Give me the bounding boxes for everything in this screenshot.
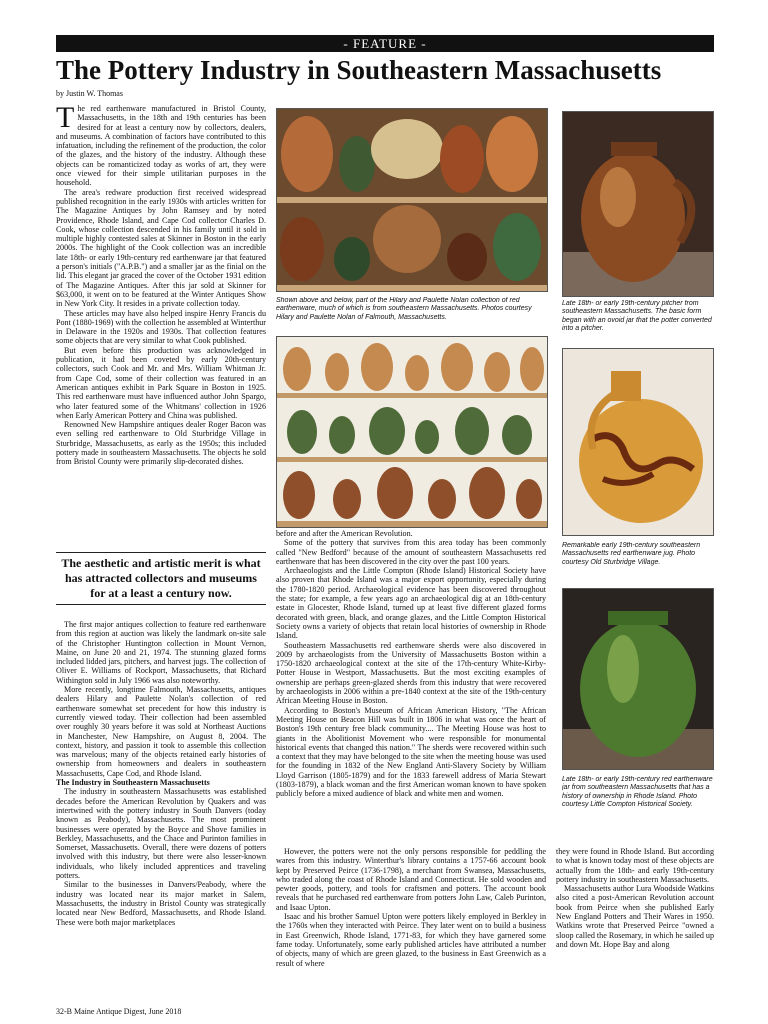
article-title: The Pottery Industry in Southeastern Massachusetts <box>56 55 662 85</box>
drop-cap: T <box>56 104 75 134</box>
photo-green-jar <box>562 588 714 770</box>
byline: by Justin W. Thomas <box>56 89 123 98</box>
paragraph: According to Boston's Museum of African American History, "The African Meeting House on Beacon Hill was built in 1806 in what was once the heart of Boston's 19th century free black community.... The Meeting House was host to giants in the Abolitionist Movement who were responsible for monumental historical events that changed this nation." The sherds were recovered within such a context that they may have belonged to the site when the meeting house was used for the founding in 1832 of the New England Anti-Slavery Society by William Lloyd Garrison (1805-1879) and for the 1833 farewell address of Maria Stewart (1803-1879), a black woman and the first American woman known to have spoken publicly before a mixed audience of black and white men and women. <box>276 705 546 799</box>
paragraph: These articles may have also helped inspire Henry Francis du Pont (1880-1969) with the collection he assembled at Winterthur in Delaware in the 1920s and 1930s. That collection features some objects that are very similar to what Cook published. <box>56 308 266 346</box>
paragraph: before and after the American Revolution. <box>276 529 413 538</box>
paragraph: he red earthenware manufactured in Bristol County, Massachusetts, in the 18th and 19th centuries has been desired for at least a century now by collectors, dealers, and museums. A combination of factors have contributed to this infatuation, including the refinement of the production, the color of the glazes, and the history of the industry. Although these objects can be romanticized today as works of art, they were once viewed for their simple utilitarian purposes in the household. <box>56 104 266 188</box>
paragraph: But even before this production was acknowledged in publication, it had been coveted by early 20th-century collectors, such Cook and Mr. and Mrs. William Whitman Jr. from Cape Cod, some of their collection was featured in an American antiques exhibit in Park Square in Boston in 1925. This red earthenware must have influenced author John Spargo, who later featured some of the Whitmans' collection in 1926 when Early American Pottery and China was published. <box>56 345 266 420</box>
paragraph: The area's redware production first received widespread published recognition in the early 1930s with articles written for The Magazine Antiques by John Ramsey and by noted Providence, Rhode Island, and Cape Cod collector Charles D. Cook, whose collection descended in his family until it sold in multiple highly contested sales at Skinner in Boston in the early 2000s. The highlight of the Cook collection was an incredible late 18th- or early 19th-century red earthenware jar that featured a person's initials ("A.P.B.") and a smaller jar as the finial on the lid. This elegant jar graced the cover of the October 1931 edition of The Magazine Antiques. After this jar sold at Skinner for $63,000, it went on to be featured at the Winter Antiques Show in New York City. It resides in a private collection today. <box>56 187 266 309</box>
caption-pitcher: Late 18th- or early 19th-century pitcher from southeastern Massachusetts. The basic form began with an ovoid jar that the potter converted into a pitcher. <box>562 300 712 333</box>
paragraph: Massachusetts author Lura Woodside Watkins also cited a post-American Revolution account book from Peirce when she published Early New England Potters and Their Wares in 1950. Watkins wrote that Preserved Peirce "owned a sloop called the Rosemary, in which he sailed up and down Mt. Hope Bay and along <box>556 884 714 949</box>
paragraph: The industry in southeastern Massachusetts was established decades before the American Revolution by Quakers and was intertwined with the pottery industry in South Danvers (today known as Peabody), Massachusetts. The most prominent businesses were operated by the Boyce and Shove families in Berkley, Massachusetts, and the Chace and Purinton families in Somerset, Massachusetts. Overall, there were dozens of potters involved with this industry, but there were also lesser-known individuals, who likely included apprentices and traveling potters. <box>56 787 266 881</box>
caption-jug: Remarkable early 19th-century southeastern Massachusetts red earthenware jug. Photo courtesy Old Sturbridge Village. <box>562 542 701 566</box>
paragraph: Similar to the businesses in Danvers/Peabody, where the industry was located near its major market in Salem, Massachusetts, the industry in Bristol County was strategically located near New Bedford, Massachusetts, and Rhode Island. These were both major marketplaces <box>56 880 266 927</box>
caption-shelves: Shown above and below, part of the Hilary and Paulette Nolan collection of red earthenware, much of which is from southeastern Massachusetts. Photos courtesy Hilary and Paulette Nolan of Falmouth, Massachusetts. <box>276 297 532 321</box>
photo-pottery-shelves-top <box>276 108 548 292</box>
paragraph: However, the potters were not the only persons responsible for peddling the wares from this industry. Winterthur's library contains a 1757-66 account book kept by Preserved Peirce (1736-1798), a merchant from Swansea, Massachusetts, who traded along the coast of Rhode Island and Connecticut. He sold wooden and pewter goods, pottery, and tools for craftsmen and potters. The account book reveals that he purchased red earthenware from potters John Law, Caleb Purinton, and Isaac Upton. <box>276 847 546 912</box>
column-2 <box>276 529 546 843</box>
photo-pitcher <box>562 111 714 297</box>
column-1-lower <box>56 620 266 1004</box>
photo-pottery-shelves-bottom <box>276 336 548 528</box>
paragraph: Isaac and his brother Samuel Upton were potters likely employed in Berkley in the 1760s when they interacted with Peirce. They later went on to build a business in East Greenwich, Rhode Island, 1771-83, for which they have garnered some fame today. Unfortunately, some early published articles have attributed a number of objects, many of which are green glazed, to the business in East Greenwich as a result of where <box>276 912 546 968</box>
pull-quote: The aesthetic and artistic merit is what has attracted collectors and museums for at a least a century now. <box>56 552 266 605</box>
paragraph: The first major antiques collection to feature red earthenware from this region at auction was likely the landmark on-site sale of the Christopher Huntington collection in Mount Vernon, Maine, on June 20 and 21, 1974. The stunning glazed forms included lidded jars, pitchers, and harvest jugs. The collection of Oliver E. Williams of Rockport, Massachusetts, that Richard Withington sold in July 1966 was also noteworthy. <box>56 620 266 685</box>
caption-jar: Late 18th- or early 19th-century red earthenware jar from southeastern Massachusetts that has a history of ownership in Rhode Island. Photo courtesy Little Compton Historical Society. <box>562 776 713 809</box>
paragraph: Archaeologists and the Little Compton (Rhode Island) Historical Society have also proven that Rhode Island was a major export opportunity, especially during the 1780-1820 period. Archaeological evidence has been discovered throughout the state; for example, a few years ago an archaeological dig at an 18th-century estate in Glocester, Rhode Island, turned up at least five different glazed forms decorated with green, black, and orange glazes, and the Little Compton Historical Society owns a variety of objects that retain local histories of ownership in Rhode Island. <box>276 566 546 641</box>
section-heading: The Industry in Southeastern Massachusetts <box>56 778 210 788</box>
paragraph: More recently, longtime Falmouth, Massachusetts, antiques dealers Hilary and Paulette Nolan's collection of red earthenware somewhat set precedent for how this industry is currently viewed today. Their collection had been assembled over roughly 30 years before it was sold at Northeast Auctions in Manchester, New Hampshire, on August 8, 2004. The context, history, and passion it took to assemble this collection was marvelous; many of the objects retained early histories of ownership from homeowners and dealers in southeastern Massachusetts, Cape Cod, and Rhode Island. <box>56 685 266 778</box>
paragraph: Some of the pottery that survives from this area today has been commonly called "New Bedford" because of the amount of southeastern Massachusetts red earthenware that has been discovered in the city over the past 100 years. <box>276 538 546 566</box>
page-footer: 32-B Maine Antique Digest, June 2018 <box>56 1007 182 1016</box>
paragraph: they were found in Rhode Island. But according to what is known today most of these objects are actually from the 18th- and early 19th-century pottery industry in southeastern Massachusetts. <box>556 847 714 884</box>
paragraph: Renowned New Hampshire antiques dealer Roger Bacon was even selling red earthenware to Old Sturbridge Village in Sturbridge, Massachusetts, as early as the 1950s; this included pottery made in southeastern Massachusetts. The objects he sold from Bristol County were primarily slip-decorated dishes. <box>56 420 266 467</box>
column-3 <box>556 847 714 1005</box>
column-2-lower <box>276 847 546 1005</box>
column-1-upper <box>56 104 266 547</box>
paragraph: Southeastern Massachusetts red earthenware sherds were also discovered in 2009 by archaeologists from the University of Massachusetts Boston within a 1750-1820 archaeological context at the site of the 17th-century White-Kirby-Potter House in Westport, Massachusetts. But the most exciting examples of ownership are perhaps green-glazed sherds from this industry that were recovered by archaeologists in 2006 within a pre-1840 context at the site of the 19th-century African Meeting House in Boston. <box>276 640 546 706</box>
photo-jug <box>562 348 714 536</box>
section-label: - FEATURE - <box>56 35 714 52</box>
